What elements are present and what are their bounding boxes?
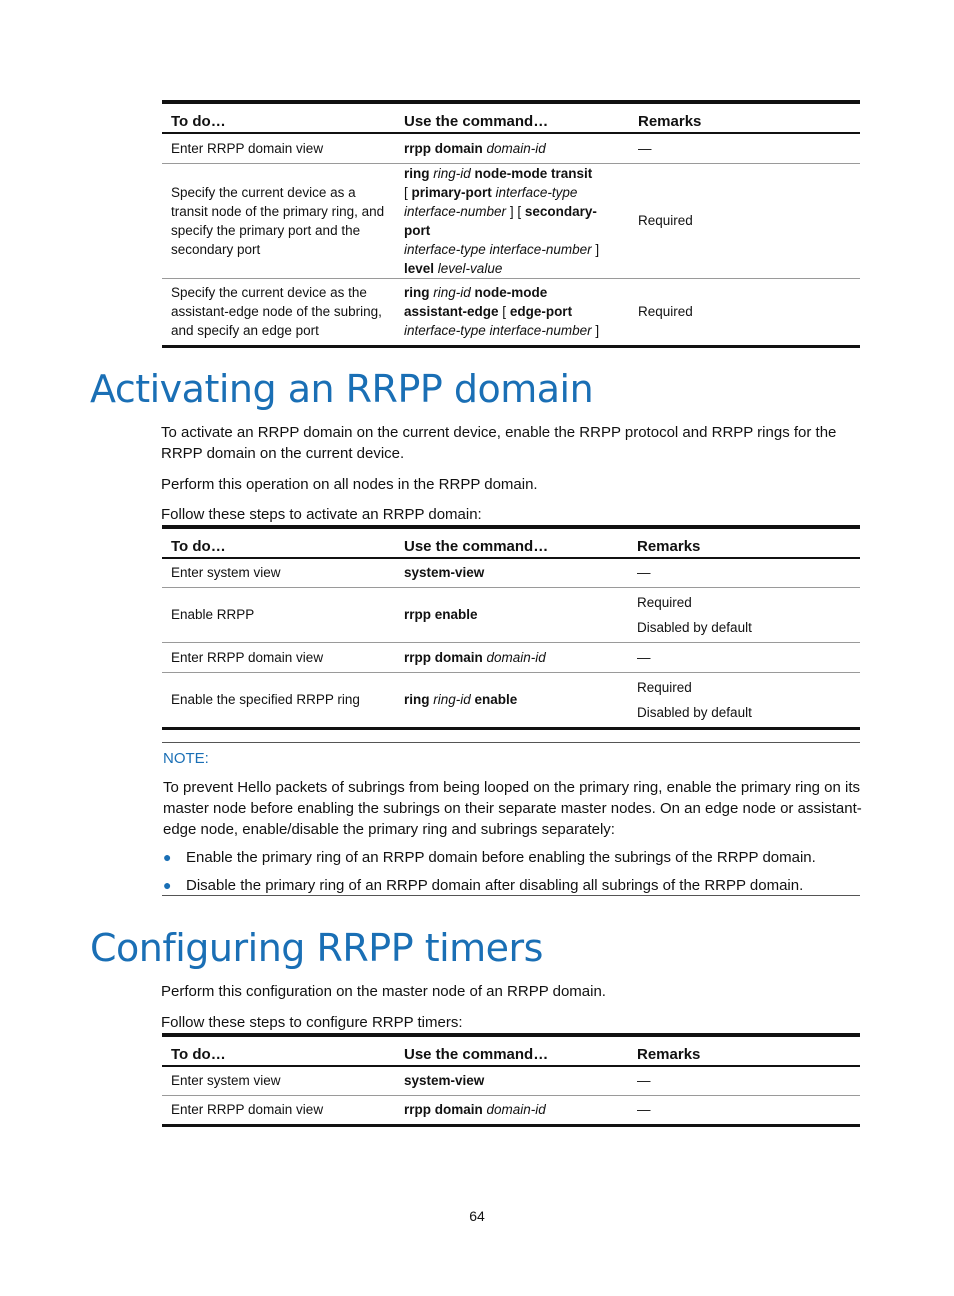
cell-command xyxy=(395,278,629,346)
command-keyword: rrpp domain xyxy=(404,140,483,156)
command-keyword: ring xyxy=(404,692,430,707)
remark-line: — xyxy=(637,1073,651,1089)
bullet-icon: ● xyxy=(163,877,172,893)
command-table-2 xyxy=(162,525,860,730)
header-remarks: Remarks xyxy=(628,1035,860,1066)
cell-remarks xyxy=(628,587,860,642)
header-todo: To do… xyxy=(162,102,395,133)
command-keyword: rrpp enable xyxy=(404,607,478,622)
header-todo: To do… xyxy=(162,527,395,558)
bullet-text: Enable the primary ring of an RRPP domain before enabling the subrings of the RRPP domain. xyxy=(186,849,816,866)
cell-remarks xyxy=(628,558,860,587)
section-heading-activating: Activating an RRPP domain xyxy=(90,367,594,411)
remark-line: — xyxy=(637,649,651,665)
command-keyword: ring xyxy=(404,285,430,300)
command-argument: interface-type interface-number xyxy=(404,323,592,338)
paragraph: Perform this configuration on the master node of an RRPP domain. xyxy=(161,983,606,1000)
paragraph: Follow these steps to configure RRPP timers: xyxy=(161,1014,463,1031)
header-command: Use the command… xyxy=(395,527,628,558)
command-text: ] xyxy=(591,241,600,257)
table-row xyxy=(162,672,860,728)
command-keyword: secondary-port xyxy=(404,203,597,238)
command-keyword: node-mode transit xyxy=(474,165,593,181)
table-row xyxy=(162,587,860,642)
command-argument: ring-id xyxy=(433,285,471,300)
remark-line: Disabled by default xyxy=(637,704,752,720)
command-keyword: level xyxy=(404,260,435,276)
cell-command xyxy=(395,163,629,278)
command-argument: domain-id xyxy=(486,649,546,665)
cell-command xyxy=(395,558,628,587)
header-todo: To do… xyxy=(162,1035,395,1066)
cell-remarks xyxy=(628,672,860,728)
cell-todo: Enable the specified RRPP ring xyxy=(162,672,395,728)
cell-todo: Enter system view xyxy=(162,1066,395,1095)
command-text: [ xyxy=(498,304,510,319)
command-keyword: node-mode xyxy=(474,285,548,300)
remark-line: — xyxy=(638,140,652,156)
command-text: ] xyxy=(591,323,600,338)
command-argument: interface-type xyxy=(495,184,578,200)
cell-command xyxy=(395,133,629,163)
table-header-row xyxy=(162,1035,860,1066)
table-row xyxy=(162,1095,860,1125)
table-row xyxy=(162,642,860,672)
note-top-rule xyxy=(162,742,860,743)
header-command: Use the command… xyxy=(395,1035,628,1066)
page-number: 64 xyxy=(469,1208,485,1224)
cell-command xyxy=(395,1095,628,1125)
note-bottom-rule xyxy=(162,895,860,896)
remark-line: Required xyxy=(638,304,693,319)
table-header-row xyxy=(162,102,860,133)
command-keyword: system-view xyxy=(404,565,485,581)
command-keyword: edge-port xyxy=(509,304,573,319)
table-header-row xyxy=(162,527,860,558)
paragraph: Follow these steps to activate an RRPP domain: xyxy=(161,506,482,523)
remark-line: Disabled by default xyxy=(637,619,752,635)
cell-remarks xyxy=(629,163,860,278)
cell-remarks xyxy=(628,1095,860,1125)
bullet-icon: ● xyxy=(163,849,172,865)
table-row xyxy=(162,133,860,163)
header-remarks: Remarks xyxy=(628,527,860,558)
command-argument: interface-type interface-number xyxy=(404,241,592,257)
command-keyword: ring xyxy=(404,165,430,181)
cell-command xyxy=(395,1066,628,1095)
cell-remarks xyxy=(629,133,860,163)
cell-command xyxy=(395,672,628,728)
table-row xyxy=(162,1066,860,1095)
cell-command xyxy=(395,642,628,672)
command-keyword: assistant-edge xyxy=(404,304,499,319)
command-keyword: rrpp domain xyxy=(404,649,483,665)
cell-remarks xyxy=(628,642,860,672)
section-heading-timers: Configuring RRPP timers xyxy=(90,926,543,970)
note-label: NOTE: xyxy=(163,750,209,767)
header-remarks: Remarks xyxy=(629,102,860,133)
remark-line: Required xyxy=(637,679,692,695)
remark-line: — xyxy=(637,565,651,581)
cell-todo: Enable RRPP xyxy=(162,587,395,642)
command-keyword: rrpp domain xyxy=(404,1102,483,1117)
remark-line: — xyxy=(637,1102,651,1117)
remark-line: Required xyxy=(637,594,692,610)
command-keyword: system-view xyxy=(404,1073,485,1089)
command-keyword: primary-port xyxy=(411,184,492,200)
cell-todo: Enter RRPP domain view xyxy=(162,1095,395,1125)
command-table-1 xyxy=(162,100,860,348)
command-text: [ xyxy=(404,184,412,200)
note-text: To prevent Hello packets of subrings from being looped on the primary ring, enable the primary ring on its master node before enabling the subrings on their separate master nodes. On an edge node or assistant-edge node, enable/disable the primary ring and subrings separately: xyxy=(163,779,862,838)
cell-todo: Enter RRPP domain view xyxy=(162,133,395,163)
cell-remarks xyxy=(628,1066,860,1095)
command-text: ] [ xyxy=(506,203,525,219)
table-row xyxy=(162,163,860,278)
command-argument: ring-id xyxy=(433,692,471,707)
command-argument: level-value xyxy=(437,260,503,276)
cell-todo: Specify the current device as the assistant-edge node of the subring, and specify an edge port xyxy=(162,278,395,346)
command-argument: ring-id xyxy=(433,165,471,181)
cell-remarks xyxy=(629,278,860,346)
table-row xyxy=(162,278,860,346)
cell-todo: Enter RRPP domain view xyxy=(162,642,395,672)
command-table-3 xyxy=(162,1033,860,1127)
paragraph: Perform this operation on all nodes in the RRPP domain. xyxy=(161,476,538,493)
command-argument: domain-id xyxy=(486,140,546,156)
command-argument: interface-number xyxy=(404,203,507,219)
cell-command xyxy=(395,587,628,642)
command-keyword: enable xyxy=(474,692,518,707)
paragraph: To activate an RRPP domain on the current device, enable the RRPP protocol and RRPP rings for the RRPP domain on the current device. xyxy=(161,424,837,462)
bullet-text: Disable the primary ring of an RRPP domain after disabling all subrings of the RRPP domain. xyxy=(186,877,804,894)
header-command: Use the command… xyxy=(395,102,629,133)
remark-line: Required xyxy=(638,213,693,228)
cell-todo: Enter system view xyxy=(162,558,395,587)
command-argument: domain-id xyxy=(486,1102,546,1117)
cell-todo: Specify the current device as a transit node of the primary ring, and specify the primary port and the secondary port xyxy=(162,163,395,278)
table-row xyxy=(162,558,860,587)
